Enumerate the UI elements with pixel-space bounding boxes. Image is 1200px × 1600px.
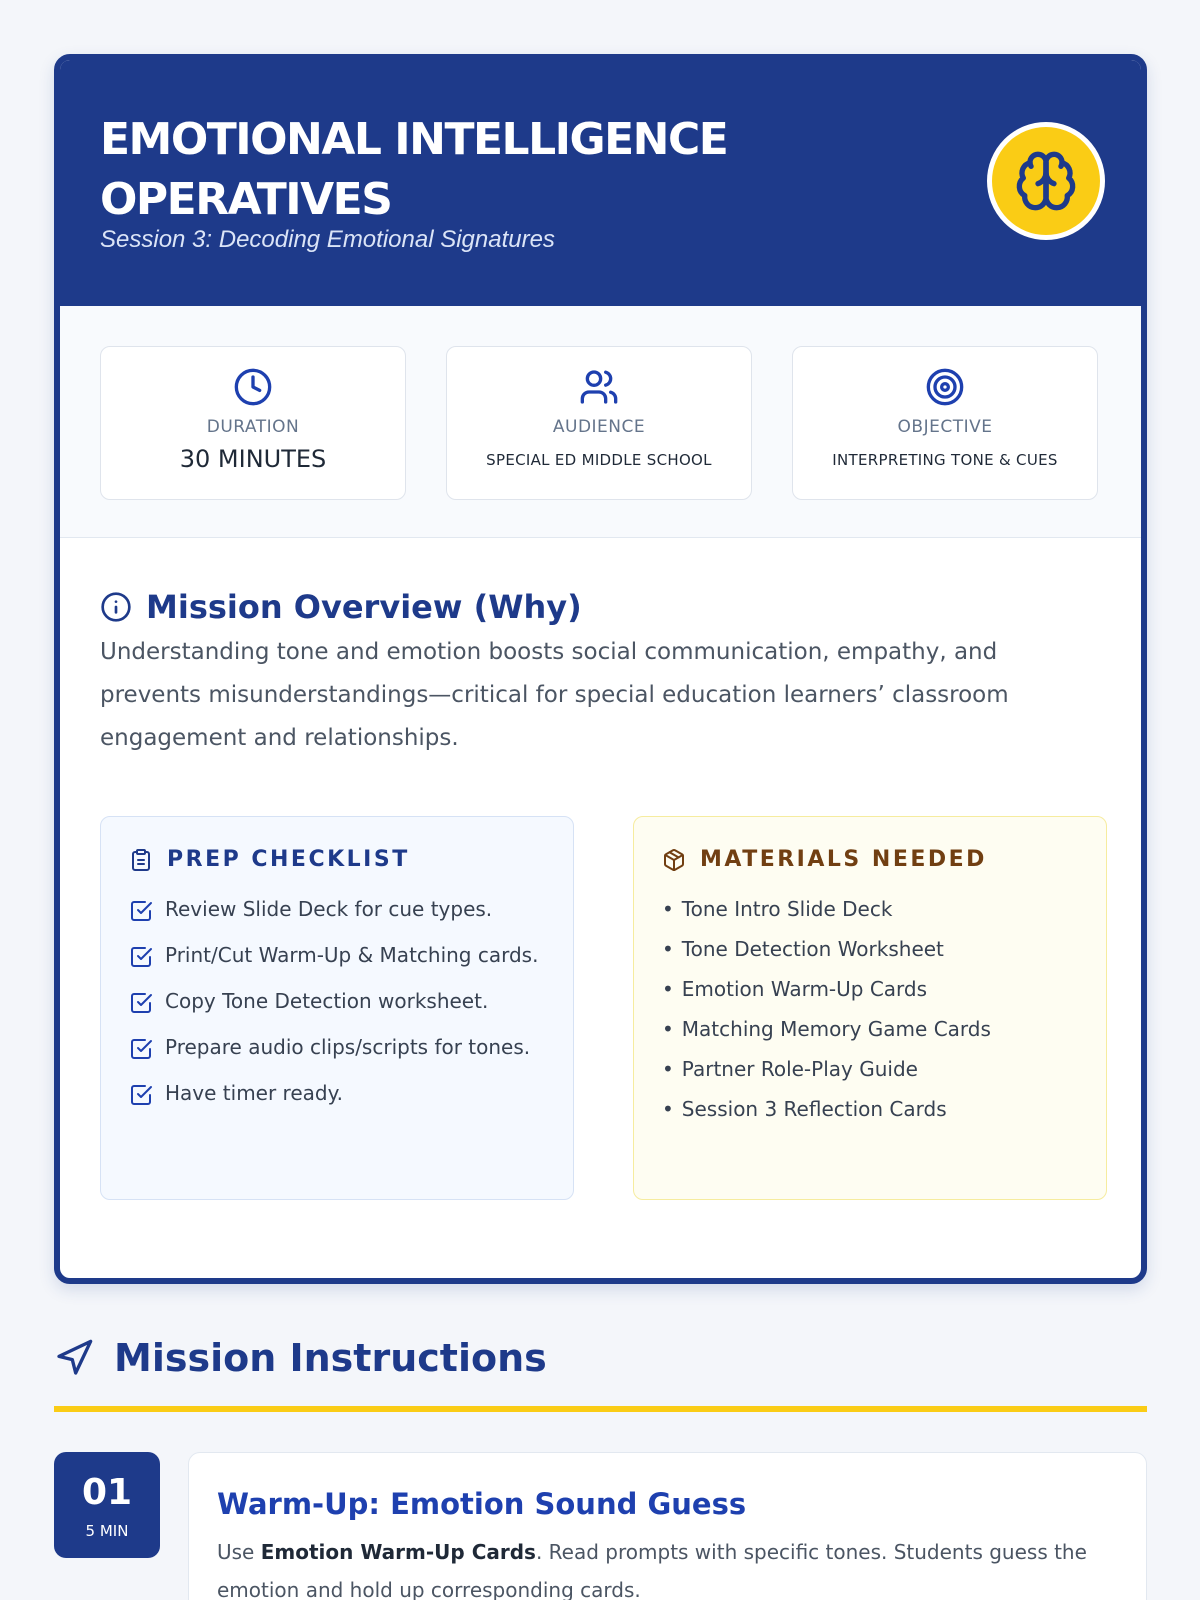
package-icon xyxy=(662,848,686,872)
instructions-divider xyxy=(54,1406,1147,1412)
prep-title xyxy=(129,847,410,872)
step-desc-post: . Read prompts with specific tones. Students guess the emotion and hold up corresponding cards. xyxy=(217,1540,1087,1600)
target-icon xyxy=(925,367,965,407)
materials-title xyxy=(662,847,987,872)
stat-value: SPECIAL ED MIDDLE SCHOOL xyxy=(486,451,712,469)
stat-label: OBJECTIVE xyxy=(897,417,993,437)
clipboard-icon xyxy=(129,848,153,872)
stat-audience xyxy=(446,346,752,500)
checklist-item xyxy=(129,893,549,926)
checklist-item-text: Have timer ready. xyxy=(165,1081,343,1105)
overview-title: Mission Overview (Why) xyxy=(146,588,582,626)
checklist-item xyxy=(129,939,549,972)
stat-value: 30 MINUTES xyxy=(179,445,327,473)
step-desc-pre: Use xyxy=(217,1540,261,1564)
step-number-badge xyxy=(54,1452,160,1558)
checkbox-checked-icon xyxy=(129,945,153,969)
material-item: • Matching Memory Game Cards xyxy=(662,1009,991,1049)
prep-list xyxy=(129,893,549,1123)
navigation-icon xyxy=(54,1338,94,1378)
step-number: 01 xyxy=(81,1472,133,1513)
checkbox-checked-icon xyxy=(129,1083,153,1107)
stat-objective xyxy=(792,346,1098,500)
checklist-item xyxy=(129,1077,549,1110)
material-item: • Tone Intro Slide Deck xyxy=(662,889,991,929)
info-icon xyxy=(100,591,132,623)
instructions-title: Mission Instructions xyxy=(114,1336,547,1380)
materials-list xyxy=(662,889,991,1129)
stats-row xyxy=(60,306,1141,538)
mission-card xyxy=(54,54,1147,1284)
checklist-item xyxy=(129,985,549,1018)
material-item: • Emotion Warm-Up Cards xyxy=(662,969,991,1009)
checklist-item xyxy=(129,1031,549,1064)
stat-duration xyxy=(100,346,406,500)
brain-badge xyxy=(987,122,1105,240)
material-item: • Partner Role-Play Guide xyxy=(662,1049,991,1089)
checklist-item-text: Review Slide Deck for cue types. xyxy=(165,897,493,921)
brain-icon xyxy=(1014,149,1078,213)
materials-needed xyxy=(633,816,1107,1200)
header xyxy=(60,60,1141,306)
session-subtitle: Session 3: Decoding Emotional Signatures xyxy=(100,226,555,253)
instructions-heading xyxy=(54,1336,547,1380)
prep-checklist xyxy=(100,816,574,1200)
checklist-item-text: Copy Tone Detection worksheet. xyxy=(165,989,489,1013)
material-item: • Session 3 Reflection Cards xyxy=(662,1089,991,1129)
checkbox-checked-icon xyxy=(129,991,153,1015)
overview-heading xyxy=(100,588,582,626)
clock-icon xyxy=(233,367,273,407)
users-icon xyxy=(579,367,619,407)
checkbox-checked-icon xyxy=(129,1037,153,1061)
stat-label: AUDIENCE xyxy=(552,417,646,437)
stat-label: DURATION xyxy=(206,417,300,437)
materials-title-text: MATERIALS NEEDED xyxy=(700,847,987,872)
step-card xyxy=(188,1452,1147,1600)
step-desc-bold: Emotion Warm-Up Cards xyxy=(260,1540,536,1564)
checkbox-checked-icon xyxy=(129,899,153,923)
prep-title-text: PREP CHECKLIST xyxy=(167,847,410,872)
checklist-item-text: Print/Cut Warm-Up & Matching cards. xyxy=(165,943,539,967)
step-title: Warm-Up: Emotion Sound Guess xyxy=(217,1487,747,1521)
step-description xyxy=(217,1533,1127,1600)
stat-value: INTERPRETING TONE & CUES xyxy=(832,451,1058,469)
step-time: 5 MIN xyxy=(85,1522,129,1540)
overview-text: Understanding tone and emotion boosts social communication, empathy, and prevents misunderstandings—critical for special education learners’ classroom engagement and relationships. xyxy=(100,639,1009,751)
page-title: EMOTIONAL INTELLIGENCE OPERATIVES xyxy=(100,114,728,225)
checklist-item-text: Prepare audio clips/scripts for tones. xyxy=(165,1035,531,1059)
material-item: • Tone Detection Worksheet xyxy=(662,929,991,969)
